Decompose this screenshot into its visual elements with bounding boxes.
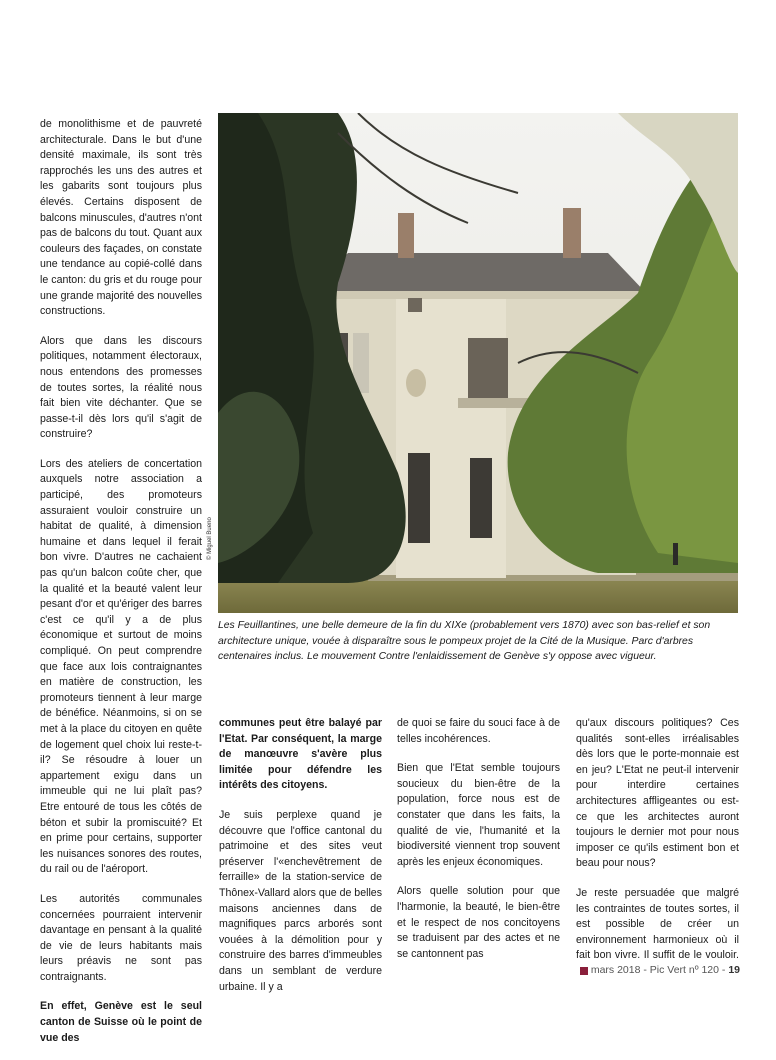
paragraph-bold: En effet, Genève est le seul canton de Suisse où le point de vue des [40,1000,202,1044]
paragraph: Lors des ateliers de concertation auxquels notre association a participé, des promoteurs assuraient vouloir construire un habitat de qualité, à dimension humaine et dans lequel il ferait bon vivre. D'autres ne cachaient pas qu'un balcon coûte cher, que la qualité et la beauté valent leur pesant d'or et qu'ériger des barres c'est ce qu'il y a de plus économique et surtout de moins compliqué. On peut comprendre que face aux lois contraignantes en matière de construction, les promoteurs tiennent à leur marge de bénéfice. Néanmoins, si on se met à la place du citoyen en quête de logement quel choix lui reste-t-il? Se résoudre à louer un appartement exigu dans un immeuble qui ne lui plaît pas? Etre entouré de tous les côtés de béton et subir la promiscuité? Et en prime pour certains, supporter les nuisances sonores des routes, du rail ou de l'aéroport. [40,457,202,876]
paragraph: Alors que dans les discours politiques, notamment électoraux, nous entendons des promesses de toutes sortes, la réalité nous fait bien vite déchanter. Que se passe-t-il dès lors qu'il s'agit de construire? [40,334,202,441]
end-of-article-mark [580,967,588,975]
paragraph: Je suis perplexe quand je découvre que l'office cantonal du patrimoine et des sites veut préserver l'«enchevêtrement de ferraille» de la station-service de Thônex-Vallard alors que de belles maisons anciennes dans de magnifiques parcs arborés sont vouées à la démolition pour y construire des barres d'immeubles dans un semblant de verdure urbaine. Il y a [219,808,382,993]
page-footer [591,964,740,976]
paragraph: Alors quelle solution pour que l'harmonie, la beauté, le bien-être et le respect de nos concitoyens se traduisent par des actes et ne se cantonnent pas [397,885,560,960]
photo-caption: Les Feuillantines, une belle demeure de la fin du XIXe (probablement vers 1870) avec son bas-relief et son architecture unique, vouée à disparaître sous le pompeux projet de la Cité de la Musique. Parc d'arbres centenaires inclus. Le mouvement Contre l'enlaidissement de Genève s'y oppose avec vigueur. [218,620,711,662]
article-column-2 [219,716,382,1009]
article-column-4 [576,716,739,994]
paragraph: de monolithisme et de pauvreté architecturale. Dans le but d'une densité maximale, ils sont très rapprochés les uns des autres et les gabarits sont toujours plus élevés. Certains disposent de balcons minuscules, d'autres n'ont pas de balcons du tout. Quant aux couleurs des façades, on constate une tendance au copié-collé dans le canton: du gris et du rouge pour une grande majorité des nouvelles constructions. [40,118,202,318]
house-photo [218,113,738,613]
paragraph-bold: communes peut être balayé par l'Etat. Par conséquent, la marge de manœuvre s'avère plus limitée pour défendre les intérêts des citoyens. [219,717,382,792]
page-number: 19 [728,964,740,976]
paragraph: qu'aux discours politiques? Ces qualités sont-elles irréalisables dès lors que le porte-monnaie est en jeu? L'Etat ne peut-il intervenir pour interdire certaines architectures affligeantes ou est-ce que les architectes auront toujours le dernier mot pour nous imposer ce qu'ils estiment bon et beau pour nous? [576,717,739,870]
paragraph: de quoi se faire du souci face à de telles incohérences. [397,717,560,745]
article-column-3 [397,716,560,976]
paragraph-text: Je reste persuadée que malgré les contraintes de toutes sortes, il est possible de créer un environnement harmonieux où il fait bon vivre. Il suffit de le vouloir. [576,886,739,962]
issue-label: mars 2018 - Pic Vert nº 120 - [590,964,729,976]
photo-credit: © Miguel Bueno [207,517,213,560]
paragraph: Les autorités communales concernées pourraient intervenir davantage en pensant à la qualité de vie de leurs habitants mais leurs préavis ne sont pas contraignants. [40,892,202,983]
article-column-1 [40,117,202,1060]
paragraph: Bien que l'Etat semble toujours soucieux du bien-être de la population, force nous est de constater que dans les faits, la qualité de vie, l'humanité et la biodiversité viennent trop souvent après les enjeux économiques. [397,762,560,868]
